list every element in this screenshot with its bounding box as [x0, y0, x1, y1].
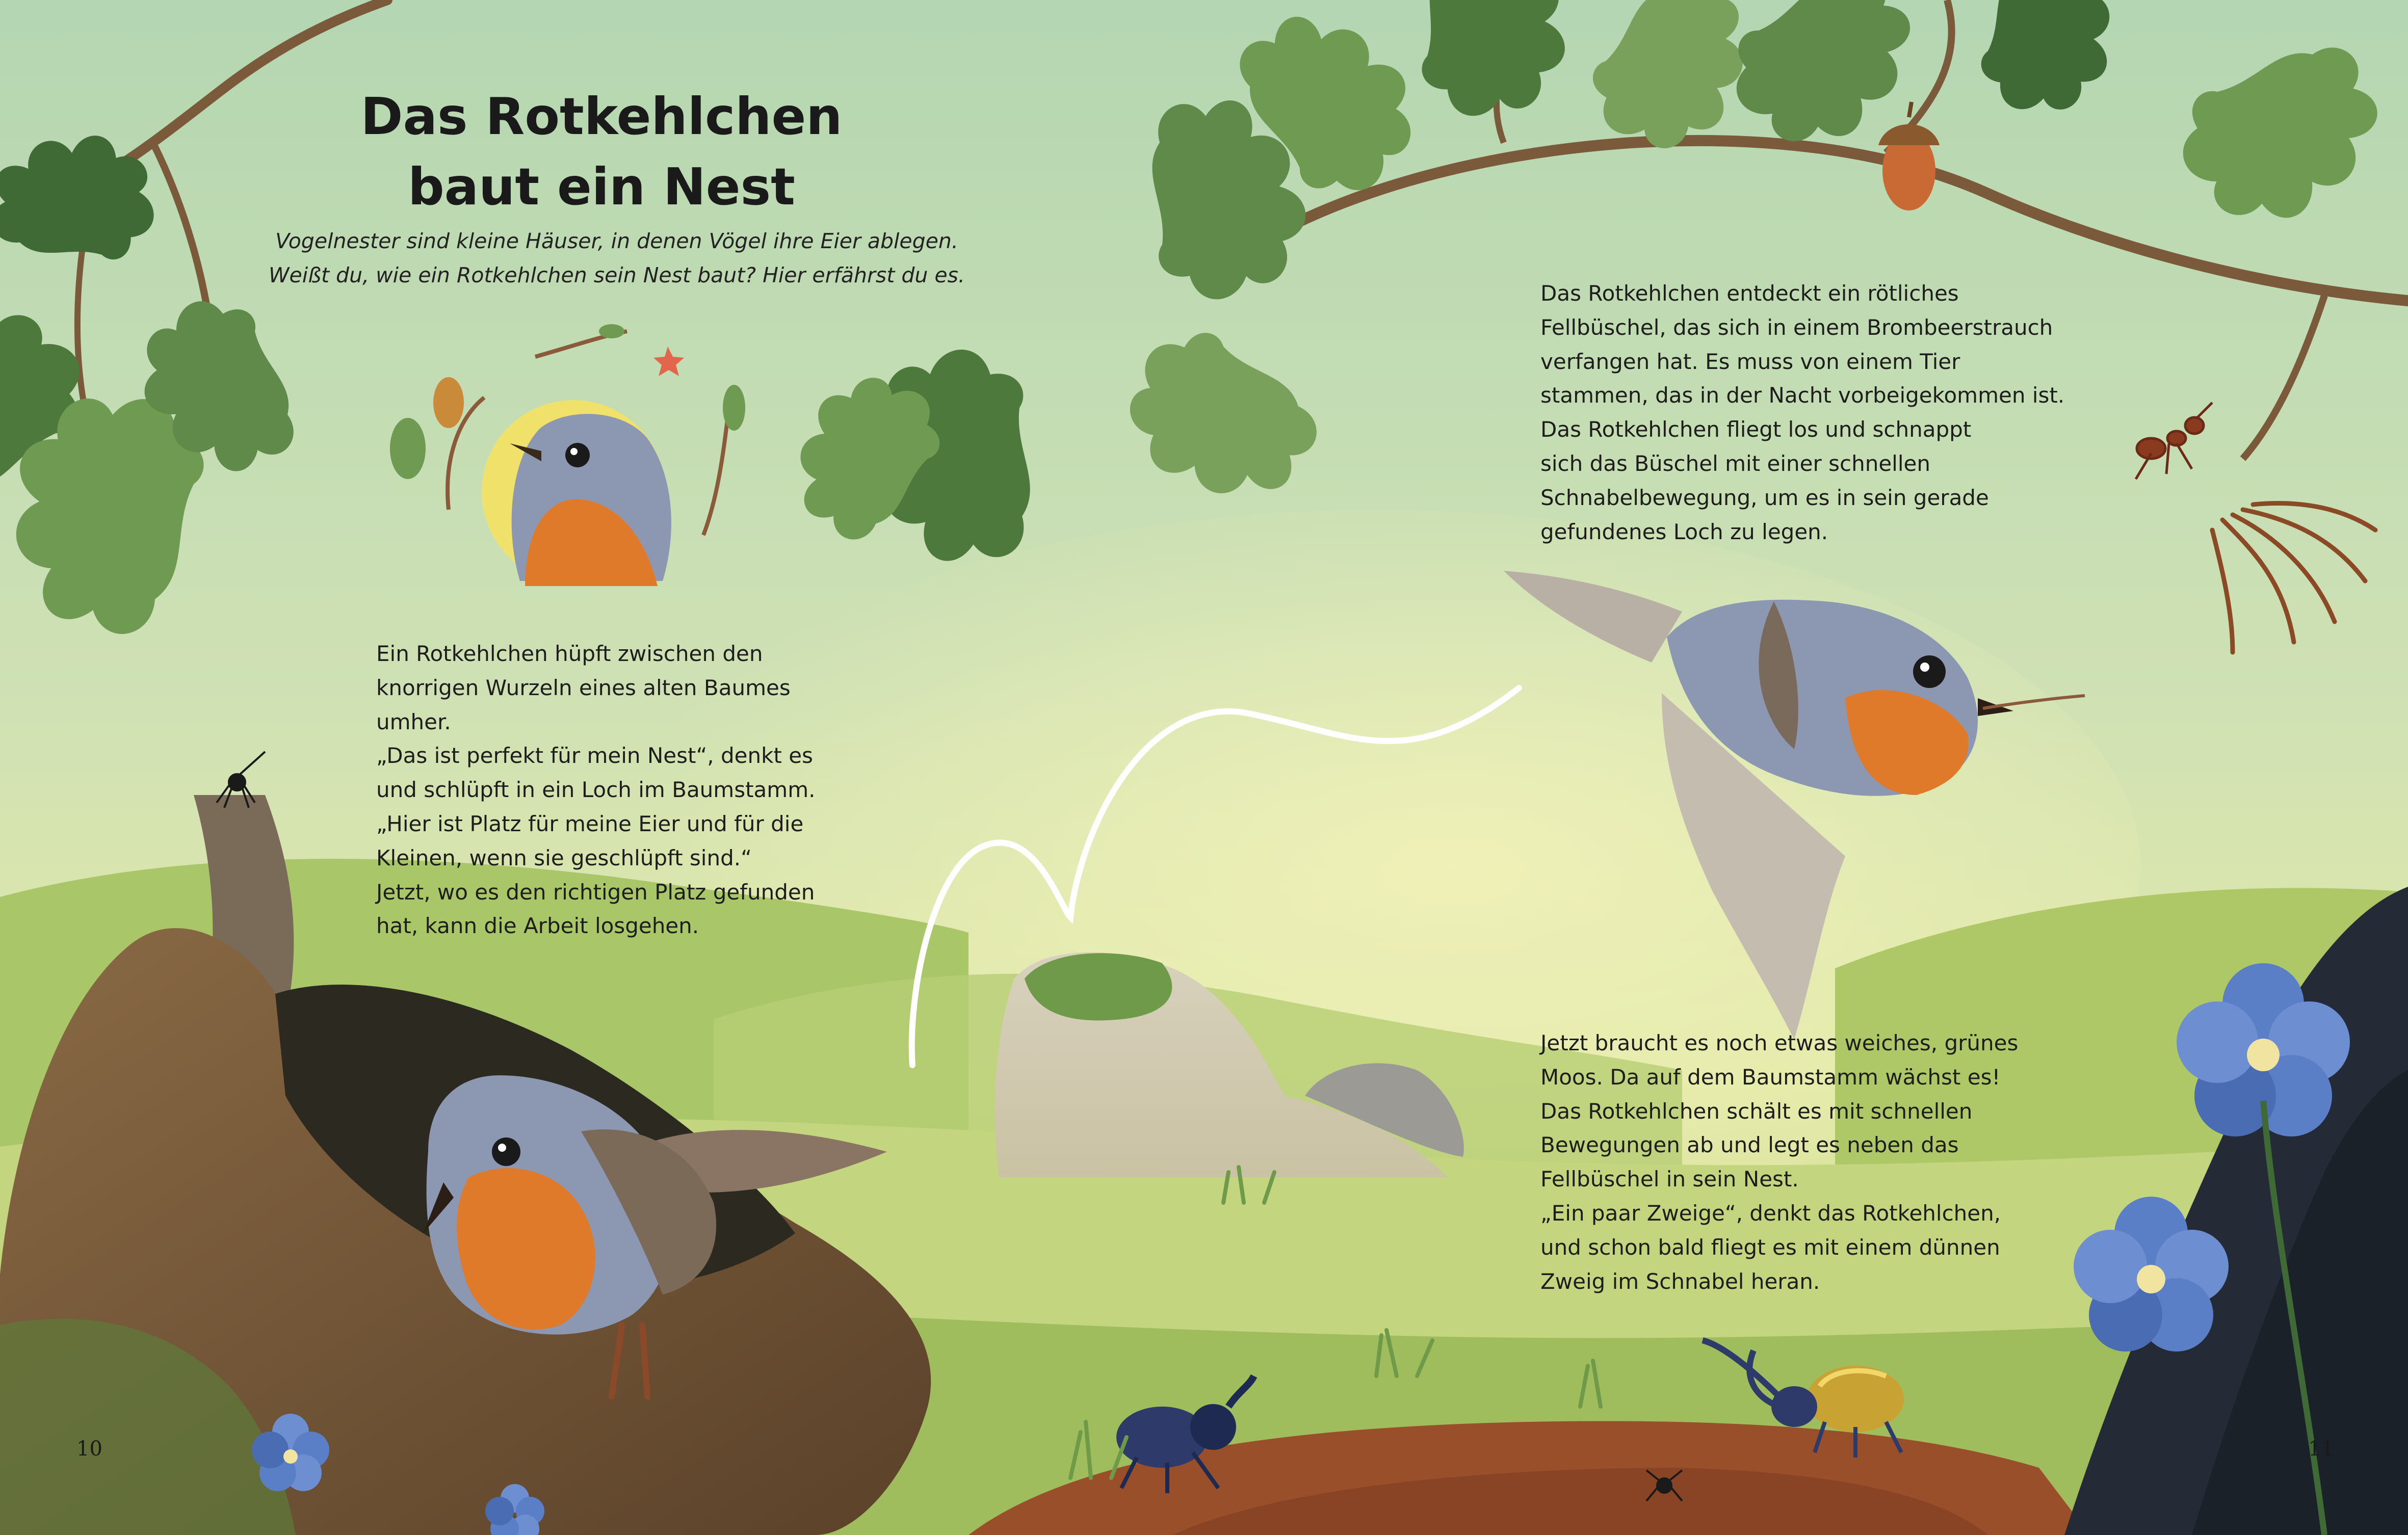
page-number-left: 10 [76, 1437, 102, 1461]
intro-line: Vogelnester sind kleine Häuser, in denen Vögel ihre Eier ablegen. [275, 229, 958, 253]
paragraph-line: und schlüpft in ein Loch im Baumstamm. [376, 777, 816, 803]
paragraph-line: Bewegungen ab und legt es neben das [1540, 1132, 1959, 1158]
story-paragraph-1 [376, 637, 815, 943]
intro-text [240, 224, 994, 293]
intro-line: Weißt du, wie ein Rotkehlchen sein Nest baut? Hier erfährst du es. [268, 263, 965, 287]
paragraph-line: gefundenes Loch zu legen. [1540, 519, 1828, 544]
paragraph-line: Das Rotkehlchen fliegt los und schnappt [1540, 417, 1972, 442]
paragraph-line: „Ein paar Zweige“, denkt das Rotkehlchen, [1540, 1200, 2001, 1226]
title-line: baut ein Nest [408, 157, 795, 217]
paragraph-line: sich das Büschel mit einer schnellen [1540, 451, 1930, 476]
paragraph-line: Jetzt, wo es den richtigen Platz gefunden [376, 879, 815, 905]
paragraph-line: Das Rotkehlchen schält es mit schnellen [1540, 1098, 1973, 1124]
paragraph-line: Fellbüschel, das sich in einem Brombeerstrauch [1540, 314, 2053, 340]
paragraph-line: „Hier ist Platz für meine Eier und für die [376, 811, 804, 836]
paragraph-line: hat, kann die Arbeit losgehen. [376, 913, 699, 939]
paragraph-line: Moos. Da auf dem Baumstamm wächst es! [1540, 1064, 2001, 1090]
title-line: Das Rotkehlchen [360, 87, 843, 146]
paragraph-line: und schon bald fliegt es mit einem dünnen [1540, 1234, 2000, 1260]
paragraph-line: Ein Rotkehlchen hüpft zwischen den [376, 641, 763, 666]
paragraph-line: Fellbüschel in sein Nest. [1540, 1167, 1799, 1192]
paragraph-line: Kleinen, wenn sie geschlüpft sind.“ [376, 845, 752, 870]
paragraph-line: umher. [376, 709, 451, 734]
paragraph-line: knorrigen Wurzeln eines alten Baumes [376, 675, 791, 700]
story-paragraph-3 [1540, 1026, 2018, 1299]
paragraph-line: Schnabelbewegung, um es in sein gerade [1540, 485, 1989, 510]
story-paragraph-2 [1540, 277, 2064, 549]
paragraph-line: stammen, das in der Nacht vorbeigekommen ist. [1540, 383, 2065, 408]
paragraph-line: Jetzt braucht es noch etwas weiches, grünes [1540, 1030, 2019, 1055]
paragraph-line: Das Rotkehlchen entdeckt ein rötliches [1540, 281, 1959, 306]
page-number-right: 11 [2308, 1437, 2334, 1461]
paragraph-line: Zweig im Schnabel heran. [1540, 1268, 1820, 1294]
page-title [285, 82, 918, 222]
paragraph-line: verfangen hat. Es muss von einem Tier [1540, 349, 1960, 374]
paragraph-line: „Das ist perfekt für mein Nest“, denkt es [376, 743, 813, 769]
